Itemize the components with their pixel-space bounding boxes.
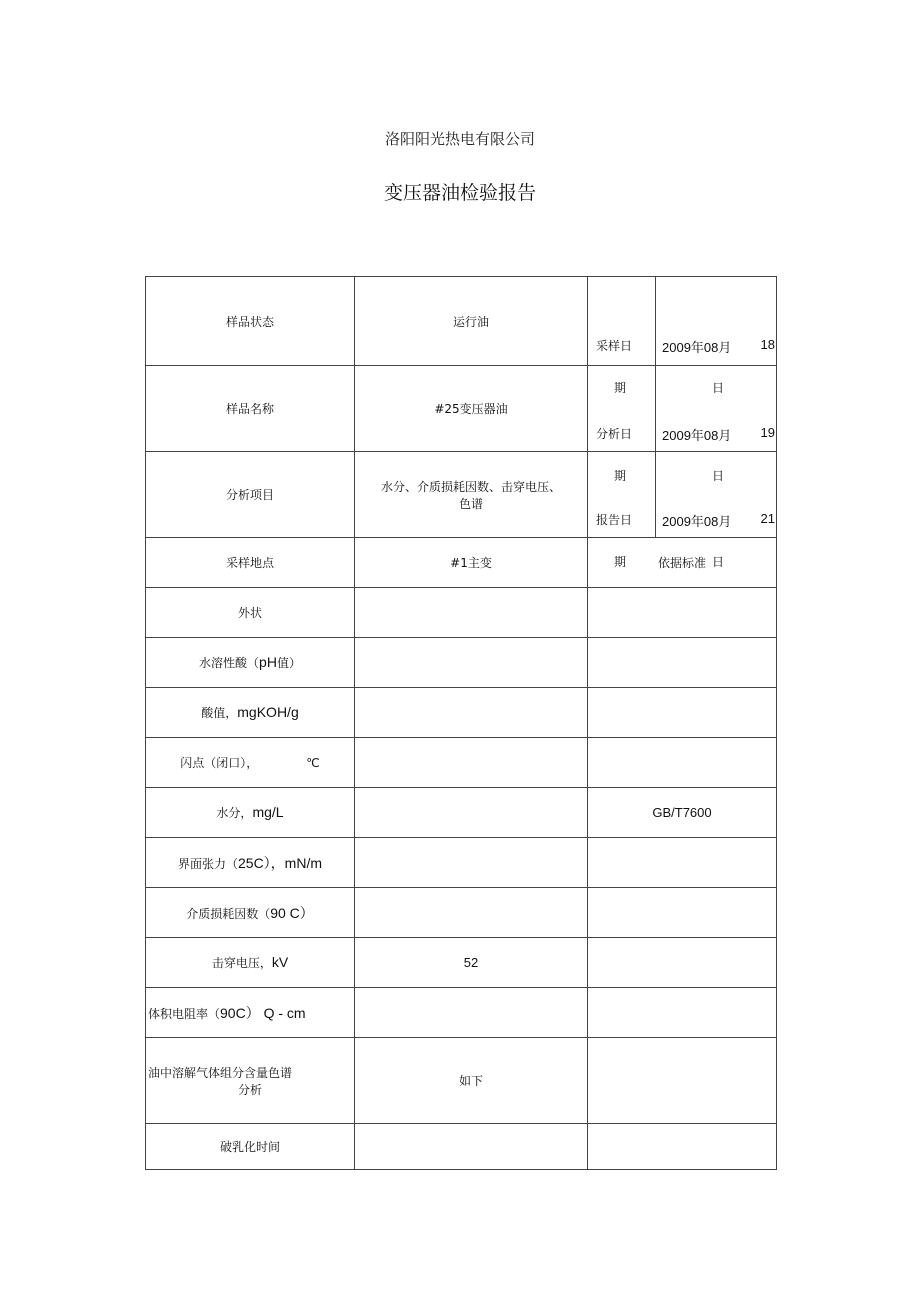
resistivity-standard <box>588 988 777 1038</box>
resistivity-value <box>355 988 588 1038</box>
tension-standard <box>588 838 777 888</box>
report-table <box>145 276 777 1170</box>
water-unit: mg/L <box>252 804 284 820</box>
tension-unit: 25C），mN/m <box>238 854 323 871</box>
standard-label: 依据标准 <box>588 538 777 588</box>
analysis-date-label-line1: 分析日 <box>596 426 633 441</box>
breakdown-standard <box>588 938 777 988</box>
water-label <box>146 788 355 838</box>
location-value: #1主变 <box>355 538 588 588</box>
water-label-text: 水分， <box>216 806 253 820</box>
analysis-items-line2: 色谱 <box>458 496 483 511</box>
water-standard: GB/T7600 <box>588 788 777 838</box>
table-row <box>146 888 777 938</box>
sampling-date-day-suffix: 日 <box>712 381 725 395</box>
analysis-items-value <box>355 452 588 538</box>
tension-value <box>355 838 588 888</box>
table-row <box>146 538 777 588</box>
tension-label-text: 界面张力（ <box>177 856 238 871</box>
report-date-label-line1: 报告日 <box>596 512 633 527</box>
table-row <box>146 452 777 538</box>
sampling-date-label-line1: 采样日 <box>596 339 633 353</box>
gas-label-line2: 分析 <box>238 1082 263 1097</box>
analysis-date-year-month: 2009年08月 <box>662 427 732 443</box>
dissipation-value <box>355 888 588 938</box>
analysis-date-day: 19 <box>760 424 775 440</box>
table-row <box>146 1124 777 1170</box>
flash-label <box>146 738 355 788</box>
demulsify-label: 破乳化时间 <box>146 1124 355 1170</box>
resistivity-label <box>146 988 355 1038</box>
table-row <box>146 588 777 638</box>
acid-value <box>355 688 588 738</box>
flash-standard <box>588 738 777 788</box>
table-row <box>146 277 777 366</box>
report-date-day: 21 <box>760 510 775 526</box>
sample-state-value: 运行油 <box>355 277 588 366</box>
gas-label-line1: 油中溶解气体组分含量色谱 <box>148 1065 293 1080</box>
sampling-date-value <box>656 277 777 395</box>
report-date-day-suffix: 日 <box>712 554 725 569</box>
appearance-value <box>355 588 588 638</box>
breakdown-unit: kV <box>271 954 289 970</box>
table-row <box>146 938 777 988</box>
ph-unit: pH <box>259 654 277 670</box>
sampling-date-year-month: 2009年08月 <box>662 340 732 355</box>
appearance-standard <box>588 588 777 638</box>
water-value <box>355 788 588 838</box>
ph-label-tail: 值） <box>276 656 301 670</box>
report-date-year-month: 2009年08月 <box>662 513 732 529</box>
resistivity-unit: 90C） Q - cm <box>220 1004 306 1021</box>
acid-label <box>146 688 355 738</box>
sample-name-label: 样品名称 <box>146 366 355 452</box>
analysis-items-label: 分析项目 <box>146 452 355 538</box>
acid-unit: mgKOH/g <box>237 704 299 720</box>
acid-label-text: 酸值， <box>201 706 238 720</box>
breakdown-value: 52 <box>355 938 588 988</box>
breakdown-label <box>146 938 355 988</box>
analysis-items-line1: 水分、介质损耗因数、击穿电压、 <box>380 479 561 494</box>
report-date-label <box>588 452 656 569</box>
table-row <box>146 688 777 738</box>
tension-label <box>146 838 355 888</box>
report-date-label-line2: 期 <box>614 554 627 569</box>
table-row <box>146 638 777 688</box>
table-row <box>146 1038 777 1124</box>
sampling-date-label <box>588 277 656 395</box>
demulsify-value <box>355 1124 588 1170</box>
ph-standard <box>588 638 777 688</box>
dissipation-label-text: 介质损耗因数（ <box>186 906 271 921</box>
table-row <box>146 738 777 788</box>
analysis-date-label-line2: 期 <box>614 468 627 483</box>
flash-unit: ℃ <box>306 756 320 770</box>
demulsify-standard <box>588 1124 777 1170</box>
gas-label <box>146 1038 355 1124</box>
sampling-date-day: 18 <box>760 337 775 352</box>
ph-value <box>355 638 588 688</box>
appearance-label: 外状 <box>146 588 355 638</box>
breakdown-label-text: 击穿电压， <box>211 956 272 970</box>
dissipation-standard <box>588 888 777 938</box>
report-title: 变压器油检验报告 <box>383 182 536 204</box>
gas-standard <box>588 1038 777 1124</box>
table-row <box>146 838 777 888</box>
location-label: 采样地点 <box>146 538 355 588</box>
ph-label-text: 水溶性酸（ <box>199 656 260 670</box>
resistivity-label-text: 体积电阻率（ <box>148 1006 221 1021</box>
company-name: 洛阳阳光热电有限公司 <box>384 130 535 148</box>
gas-value: 如下 <box>355 1038 588 1124</box>
sampling-date-label-line2: 期 <box>614 381 627 395</box>
dissipation-unit: 90 C） <box>270 904 314 921</box>
sample-state-label: 样品状态 <box>146 277 355 366</box>
ph-label <box>146 638 355 688</box>
flash-value <box>355 738 588 788</box>
acid-standard <box>588 688 777 738</box>
table-row <box>146 788 777 838</box>
flash-label-text: 闪点（闭口）， <box>180 756 259 770</box>
table-row <box>146 988 777 1038</box>
table-row <box>146 366 777 452</box>
dissipation-label <box>146 888 355 938</box>
analysis-date-day-suffix: 日 <box>712 468 725 483</box>
sample-name-value: #25变压器油 <box>355 366 588 452</box>
